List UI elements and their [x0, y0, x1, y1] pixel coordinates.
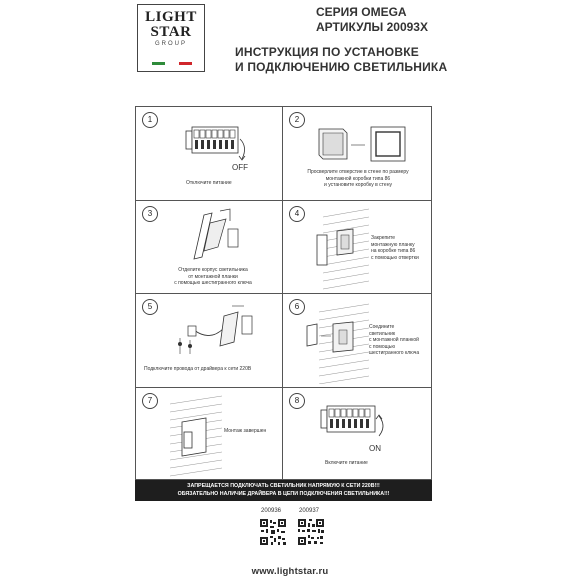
sku-label: 200936: [261, 508, 282, 514]
step-number: 6: [289, 299, 305, 315]
step-1: [136, 107, 282, 200]
caption-line: Просверлите отверстие в стене по размеру: [307, 169, 409, 175]
mounting-box-icon: [313, 123, 413, 165]
title-line-1: ИНСТРУКЦИЯ ПО УСТАНОВКЕ: [235, 45, 419, 59]
step-6: [283, 294, 429, 387]
series-name: СЕРИЯ OMEGA: [316, 5, 407, 19]
caption-line: Закрепите: [371, 235, 396, 241]
warning-banner: [135, 480, 432, 501]
step-number: 1: [142, 112, 158, 128]
website-link[interactable]: www.lightstar.ru: [251, 566, 329, 577]
page-title: [235, 45, 447, 75]
switch-state-label: ON: [369, 444, 381, 453]
title-line-2: И ПОДКЛЮЧЕНИЮ СВЕТИЛЬНИКА: [235, 60, 448, 74]
step-number: 2: [289, 112, 305, 128]
flag-green: [152, 62, 165, 65]
step-7: [136, 388, 282, 481]
step-number: 8: [289, 393, 305, 409]
article-numbers: АРТИКУЛЫ 20093X: [316, 20, 428, 34]
step-number: 7: [142, 393, 158, 409]
step-caption: [158, 267, 268, 287]
step-2: [283, 107, 429, 200]
logo-line-3: GROUP: [154, 41, 187, 47]
caption-line: Подключите провода от драйвера к сети 220В: [144, 366, 252, 372]
caption-line: от монтажной планки: [188, 273, 238, 280]
step-caption: [186, 180, 232, 187]
step-caption: [297, 169, 419, 189]
step-number: 4: [289, 206, 305, 222]
step-8: [283, 388, 429, 481]
step-3: [136, 201, 282, 294]
caption-line: с помощью: [369, 343, 396, 350]
caption-line: Включите питание: [325, 460, 368, 466]
step-number: 5: [142, 299, 158, 315]
series-block: [316, 5, 428, 35]
step-caption: [369, 324, 419, 357]
caption-line: с помощью отвертки: [371, 254, 419, 261]
logo-line-1: LIGHT: [145, 9, 197, 25]
logo-line-2: STAR: [150, 24, 192, 40]
steps-grid: [135, 106, 432, 480]
wiring-connection-icon: [172, 302, 264, 356]
caption-line: Соедините: [369, 324, 395, 330]
step-number: 3: [142, 206, 158, 222]
caption-line: с монтажной планкой: [369, 337, 419, 343]
warning-line-2: ОБЯЗАТЕЛЬНО НАЛИЧИЕ ДРАЙВЕРА В ЦЕПИ ПОДКЛЮЧЕНИЯ СВЕТИЛЬНИКА!!!: [177, 490, 390, 497]
circuit-breaker-icon: [182, 121, 252, 167]
caption-line: с помощью шестигранного ключа: [174, 280, 252, 286]
caption-line: монтажной коробки типа 86: [325, 175, 391, 182]
installed-luminaire-icon: [166, 394, 226, 478]
luminaire-disassembly-icon: [190, 207, 250, 263]
luminaire-attachment-icon: [299, 300, 369, 384]
switch-state-label: OFF: [232, 163, 248, 172]
sku-label: 200937: [299, 508, 320, 514]
caption-line: Монтаж завершен: [224, 428, 267, 434]
step-caption: [325, 460, 368, 467]
flag-red: [179, 62, 192, 65]
caption-line: на коробке типа 86: [371, 248, 416, 254]
step-4: [283, 201, 429, 294]
caption-line: Отключите питание: [186, 180, 232, 186]
step-5: [136, 294, 282, 387]
warning-line-1: ЗАПРЕЩАЕТСЯ ПОДКЛЮЧАТЬ СВЕТИЛЬНИК НАПРЯМУЮ К СЕТИ 220В!!!: [187, 483, 380, 489]
caption-line: и установите коробку в стену: [324, 182, 392, 188]
brand-logo: [137, 4, 205, 72]
italian-flag-icon: [152, 62, 192, 65]
caption-line: шестигранного ключа: [369, 350, 420, 356]
mounting-plate-icon: [309, 207, 369, 291]
step-caption: [224, 428, 266, 435]
qr-code-icon: [259, 518, 287, 546]
caption-line: светильник: [369, 330, 396, 337]
step-caption: [144, 366, 251, 373]
flag-white: [165, 62, 178, 65]
circuit-breaker-icon: [317, 400, 397, 450]
caption-line: монтажную планку: [371, 241, 415, 248]
qr-code-icon: [297, 518, 325, 546]
caption-line: Отделите корпус светильника: [178, 267, 248, 273]
step-caption: [371, 235, 419, 261]
